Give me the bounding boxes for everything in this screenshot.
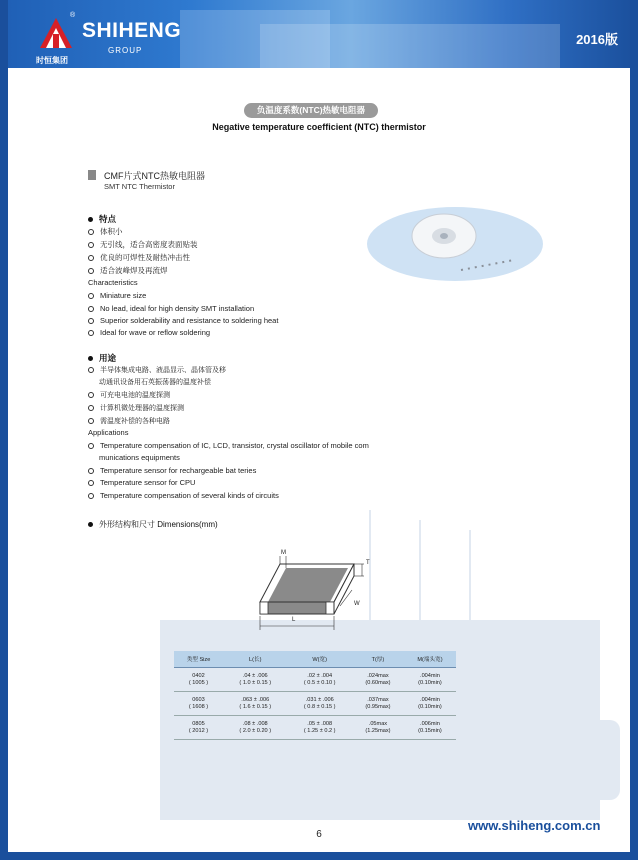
feature-en-item: Ideal for wave or reflow soldering [88,328,210,337]
ring-bullet-icon [88,443,94,449]
header-size: 类型 Size [174,651,223,668]
bullet-dot-icon [88,522,93,527]
table-row [174,692,456,716]
ring-bullet-icon [88,255,94,261]
ring-bullet-icon [88,367,94,373]
ring-bullet-icon [88,306,94,312]
ring-bullet-icon [88,330,94,336]
features-heading: 特点 [88,213,116,225]
applications-heading-en: Applications [88,428,129,437]
header-thickness: T(厚) [352,651,404,668]
ring-bullet-icon [88,480,94,486]
cell-thickness: .037max (0.95max) [352,692,404,716]
cell-width: .031 ± .006 ( 0.8 ± 0.15 ) [287,692,351,716]
website-link[interactable]: www.shiheng.com.cn [468,818,601,833]
cell-size: 0402 ( 1005 ) [174,668,223,692]
table-header-row [174,651,456,668]
header-building-right [260,24,560,68]
ring-bullet-icon [88,242,94,248]
dimensions-heading: 外形结构和尺寸 Dimensions(mm) [88,519,218,530]
feature-cn-item: 适合波峰焊及再流焊 [88,265,168,276]
application-en-item: Temperature compensation of several kinds of circuits [88,491,279,500]
feature-cn-item: 优良的可焊性及耐热冲击性 [88,252,190,263]
label-l: L [292,617,296,623]
bullet-dot-icon [88,356,93,361]
cell-size: 0805 ( 2012 ) [174,716,223,740]
shiheng-logo-icon [36,14,76,54]
ring-bullet-icon [88,493,94,499]
page-title: Negative temperature coefficient (NTC) thermistor [212,122,426,132]
chip-dimension-diagram [252,550,380,632]
page-number: 6 [316,829,322,840]
dimensions-table [174,651,456,740]
feature-en-item: Superior solderability and resistance to soldering heat [88,316,278,325]
brand-registered-mark: ® [70,12,76,19]
cell-thickness: .024max (0.60max) [352,668,404,692]
feature-cn-item: 无引线，适合高密度表面贴装 [88,239,198,250]
ring-bullet-icon [88,229,94,235]
cell-width: .02 ± .004 ( 0.5 ± 0.10 ) [287,668,351,692]
ring-bullet-icon [88,405,94,411]
header-terminal: M(端头宽) [404,651,456,668]
label-t: T [366,560,370,566]
application-cn-item: 计算机微处理器的温度探测 [88,403,184,413]
application-cn-item: 半导体集成电路、液晶显示、晶体管及移 [88,365,226,375]
bullet-dot-icon [88,217,93,222]
brand-group: GROUP [108,46,143,55]
section-marker [88,170,96,180]
cell-thickness: .05max (1.25max) [352,716,404,740]
ring-bullet-icon [88,468,94,474]
cell-length: .08 ± .008 ( 2.0 ± 0.20 ) [223,716,287,740]
feature-cn-item: 体积小 [88,226,123,237]
table-row [174,716,456,740]
cell-width: .05 ± .008 ( 1.25 ± 0.2 ) [287,716,351,740]
category-title-pill: 负温度系数(NTC)热敏电阻器 [244,103,378,118]
product-reel-image [366,206,544,282]
cell-length: .063 ± .006 ( 1.6 ± 0.15 ) [223,692,287,716]
logo-chinese-name: 时恒集团 [36,56,68,65]
label-m: M [281,550,286,556]
ring-bullet-icon [88,318,94,324]
application-cn-item: 可充电电池的温度探测 [88,390,170,400]
label-w: W [354,601,360,607]
application-en-item: Temperature compensation of IC, LCD, transistor, crystal oscillator of mobile com [88,441,369,450]
applications-heading: 用途 [88,352,116,364]
table-row [174,668,456,692]
ring-bullet-icon [88,293,94,299]
section-title-en: SMT NTC Thermistor [104,182,175,191]
ring-bullet-icon [88,268,94,274]
ring-bullet-icon [88,392,94,398]
cell-terminal: .004min (0.10min) [404,692,456,716]
feature-en-item: Miniature size [88,291,146,300]
application-en-item: Temperature sensor for CPU [88,478,195,487]
feature-en-item: No lead, ideal for high density SMT installation [88,304,254,313]
application-cn-item: 需温度补偿的各种电路 [88,416,170,426]
application-cn-item-cont: 动通讯设备用石英振荡器的温度补偿 [99,379,211,386]
edition-year: 2016版 [576,32,618,47]
brand-name: SHIHENG [82,19,182,42]
cell-terminal: .004min (0.10min) [404,668,456,692]
cell-size: 0603 ( 1608 ) [174,692,223,716]
header-width: W(宽) [287,651,351,668]
cell-terminal: .006min (0.15min) [404,716,456,740]
application-en-item: Temperature sensor for rechargeable bat teries [88,466,256,475]
frame-bottom [0,852,638,860]
cell-length: .04 ± .006 ( 1.0 ± 0.15 ) [223,668,287,692]
header-length: L(长) [223,651,287,668]
application-en-item-cont: munications equipments [99,453,180,462]
section-title-cn: CMF片式NTC热敏电阻器 [104,171,205,181]
characteristics-heading: Characteristics [88,278,138,287]
ring-bullet-icon [88,418,94,424]
